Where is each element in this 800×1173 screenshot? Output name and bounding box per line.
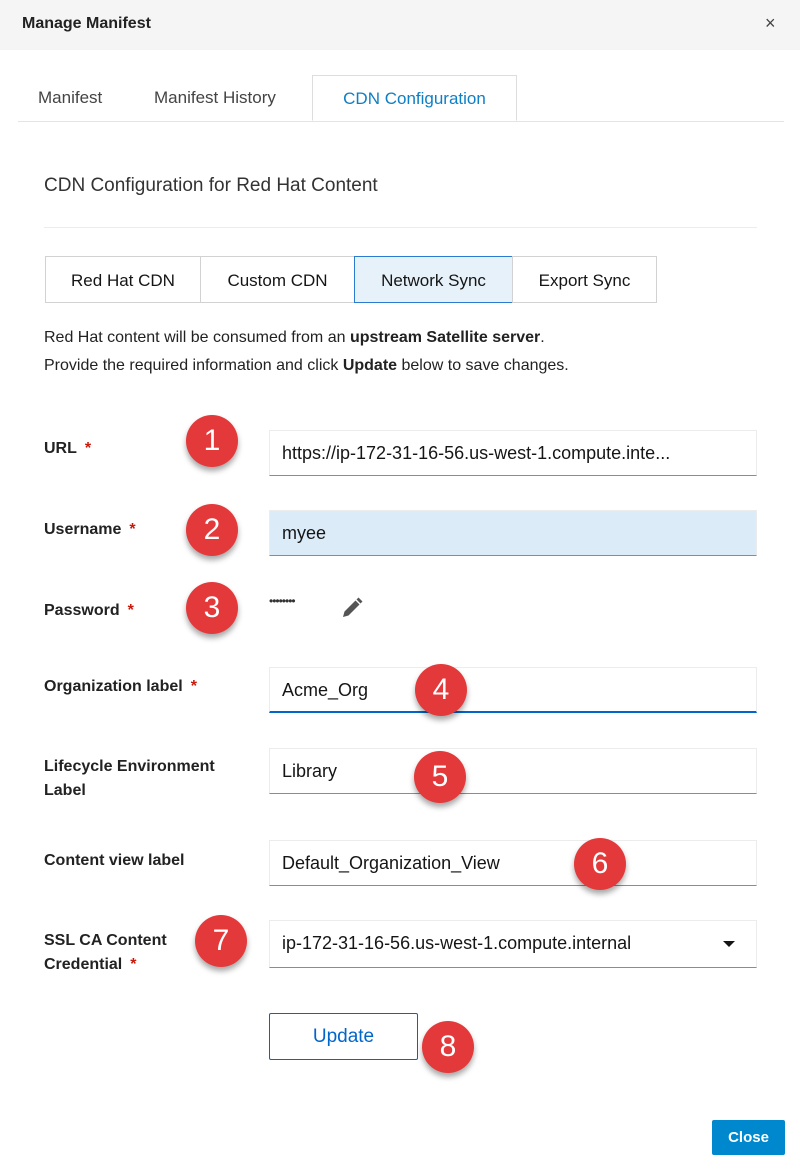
- label-text: Lifecycle Environment: [44, 758, 215, 775]
- close-button[interactable]: Close: [712, 1120, 785, 1155]
- caret-down-icon: [723, 941, 735, 947]
- label-text: Label: [44, 782, 86, 799]
- red-hat-cdn-button[interactable]: Red Hat CDN: [45, 256, 201, 303]
- label-text: URL: [44, 440, 77, 457]
- label-text: Organization label: [44, 678, 183, 695]
- label-text: Credential: [44, 956, 123, 973]
- url-input[interactable]: https://ip-172-31-16-56.us-west-1.compute.inte...: [269, 430, 757, 476]
- annotation-badge-8: 8: [422, 1021, 474, 1073]
- network-sync-button[interactable]: Network Sync: [354, 256, 513, 303]
- required-mark: *: [129, 521, 136, 538]
- url-label: [44, 437, 91, 461]
- description-line-2: [44, 357, 569, 375]
- label-text: SSL CA Content: [44, 932, 167, 949]
- password-label: [44, 599, 134, 623]
- section-title: CDN Configuration for Red Hat Content: [44, 175, 378, 196]
- ssl-ca-label: [44, 929, 167, 977]
- bold-text: upstream Satellite server: [349, 329, 541, 346]
- export-sync-button[interactable]: Export Sync: [512, 256, 657, 303]
- annotation-badge-2: 2: [186, 504, 238, 556]
- username-input[interactable]: myee: [269, 510, 757, 556]
- organization-label-label: [44, 675, 197, 699]
- divider: [44, 227, 757, 228]
- required-mark: *: [130, 956, 137, 973]
- annotation-badge-6: 6: [574, 838, 626, 890]
- annotation-badge-5: 5: [414, 751, 466, 803]
- annotation-badge-7: 7: [195, 915, 247, 967]
- description-line-1: [44, 329, 545, 347]
- username-label: [44, 518, 136, 542]
- update-button[interactable]: Update: [269, 1013, 418, 1060]
- password-value: ••••••••: [269, 594, 295, 608]
- text: below to save changes.: [397, 357, 569, 374]
- lifecycle-environment-input[interactable]: Library: [269, 748, 757, 794]
- custom-cdn-button[interactable]: Custom CDN: [200, 256, 355, 303]
- label-text: Password: [44, 602, 120, 619]
- dialog-title: Manage Manifest: [22, 15, 151, 32]
- ssl-ca-select[interactable]: [269, 920, 757, 968]
- content-view-input[interactable]: Default_Organization_View: [269, 840, 757, 886]
- text: .: [540, 329, 545, 346]
- tab-cdn-configuration[interactable]: CDN Configuration: [312, 75, 517, 121]
- close-icon[interactable]: ×: [765, 13, 776, 33]
- annotation-badge-1: 1: [186, 415, 238, 467]
- required-mark: *: [127, 602, 134, 619]
- tab-manifest[interactable]: Manifest: [38, 88, 103, 107]
- required-mark: *: [190, 678, 197, 695]
- text: Red Hat content will be consumed from an: [44, 329, 350, 346]
- tab-manifest-history[interactable]: Manifest History: [154, 88, 276, 107]
- pencil-icon[interactable]: [340, 596, 364, 620]
- lifecycle-environment-label: [44, 755, 215, 803]
- annotation-badge-3: 3: [186, 582, 238, 634]
- selected-value: ip-172-31-16-56.us-west-1.compute.internal: [282, 933, 632, 953]
- text: Provide the required information and click: [44, 357, 343, 374]
- label-text: Username: [44, 521, 122, 538]
- bold-text: Update: [342, 357, 398, 374]
- content-view-label: Content view label: [44, 852, 185, 869]
- annotation-badge-4: 4: [415, 664, 467, 716]
- organization-label-input[interactable]: Acme_Org: [269, 667, 757, 713]
- required-mark: *: [84, 440, 92, 457]
